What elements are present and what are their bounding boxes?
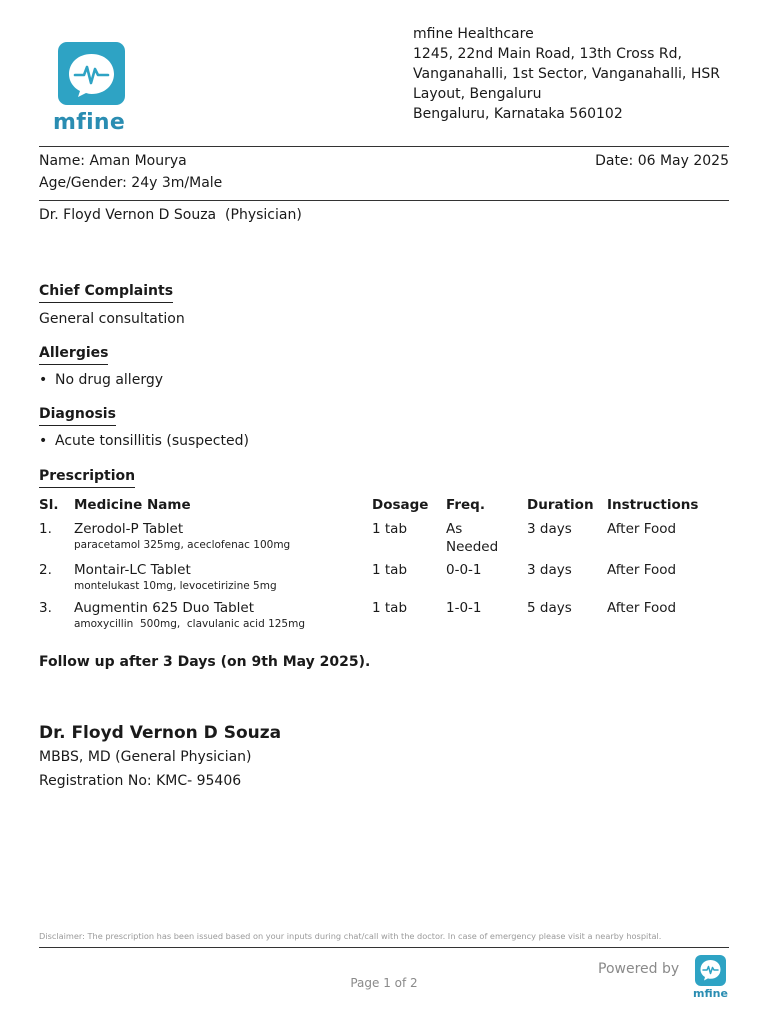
footer-logo-text: mfine	[693, 987, 728, 1000]
diagnosis-item: • Acute tonsillitis (suspected)	[39, 433, 249, 449]
column-header-duration: Duration	[527, 497, 594, 513]
medicine-dosage: 1 tab	[372, 600, 408, 616]
medicine-duration: 5 days	[527, 600, 572, 616]
mfine-footer-logo-icon	[695, 955, 726, 986]
medicine-freq: 0-0-1	[446, 562, 482, 578]
diagnosis-title: Diagnosis	[39, 406, 116, 426]
signature-doctor-name: Dr. Floyd Vernon D Souza	[39, 723, 282, 743]
mfine-logo-icon	[58, 42, 125, 105]
row-sl: 2.	[39, 562, 52, 578]
column-header-medicine: Medicine Name	[74, 497, 191, 513]
doctor-registration: Registration No: KMC- 95406	[39, 773, 242, 789]
medicine-name: Augmentin 625 Duo Tablet	[74, 600, 255, 616]
medicine-composition: montelukast 10mg, levocetirizine 5mg	[74, 580, 277, 592]
mfine-logo-text: mfine	[53, 110, 126, 135]
clinic-name: mfine Healthcare	[413, 26, 534, 42]
clinic-address-line: Bengaluru, Karnataka 560102	[413, 106, 623, 122]
divider	[39, 947, 729, 948]
medicine-instructions: After Food	[607, 521, 677, 537]
page-number: Page 1 of 2	[350, 976, 418, 990]
patient-age-gender: Age/Gender: 24y 3m/Male	[39, 175, 223, 191]
prescription-title: Prescription	[39, 468, 135, 488]
medicine-freq-cont: Needed	[446, 539, 499, 555]
prescription-date: Date: 06 May 2025	[595, 153, 729, 169]
column-header-dosage: Dosage	[372, 497, 429, 513]
allergy-item: • No drug allergy	[39, 372, 163, 388]
column-header-freq: Freq.	[446, 497, 485, 513]
medicine-duration: 3 days	[527, 562, 572, 578]
clinic-address-line: 1245, 22nd Main Road, 13th Cross Rd,	[413, 46, 682, 62]
medicine-composition: paracetamol 325mg, aceclofenac 100mg	[74, 539, 291, 551]
disclaimer-text: Disclaimer: The prescription has been issued based on your inputs during chat/call with the doctor. In case of emergency please visit a nearby hospital.	[39, 931, 662, 941]
row-sl: 1.	[39, 521, 52, 537]
medicine-duration: 3 days	[527, 521, 572, 537]
chief-complaints-title: Chief Complaints	[39, 283, 173, 303]
allergies-title: Allergies	[39, 345, 108, 365]
medicine-instructions: After Food	[607, 600, 677, 616]
medicine-composition: amoxycillin 500mg, clavulanic acid 125mg	[74, 618, 305, 630]
chief-complaints-text: General consultation	[39, 311, 185, 327]
row-sl: 3.	[39, 600, 52, 616]
doctor-line: Dr. Floyd Vernon D Souza (Physician)	[39, 207, 302, 223]
follow-up-note: Follow up after 3 Days (on 9th May 2025).	[39, 654, 371, 670]
medicine-dosage: 1 tab	[372, 562, 408, 578]
powered-by-label: Powered by	[598, 961, 680, 977]
medicine-freq: As	[446, 521, 463, 537]
medicine-name: Zerodol-P Tablet	[74, 521, 184, 537]
divider	[39, 200, 729, 201]
medicine-instructions: After Food	[607, 562, 677, 578]
doctor-qualification: MBBS, MD (General Physician)	[39, 749, 252, 765]
divider	[39, 146, 729, 147]
medicine-dosage: 1 tab	[372, 521, 408, 537]
clinic-address-line: Vanganahalli, 1st Sector, Vanganahalli, HSR	[413, 66, 720, 82]
medicine-name: Montair-LC Tablet	[74, 562, 191, 578]
column-header-sl: Sl.	[39, 497, 59, 513]
clinic-address-line: Layout, Bengaluru	[413, 86, 542, 102]
clinic-address	[413, 24, 720, 124]
column-header-instructions: Instructions	[607, 497, 699, 513]
patient-name: Name: Aman Mourya	[39, 153, 187, 169]
medicine-freq: 1-0-1	[446, 600, 482, 616]
